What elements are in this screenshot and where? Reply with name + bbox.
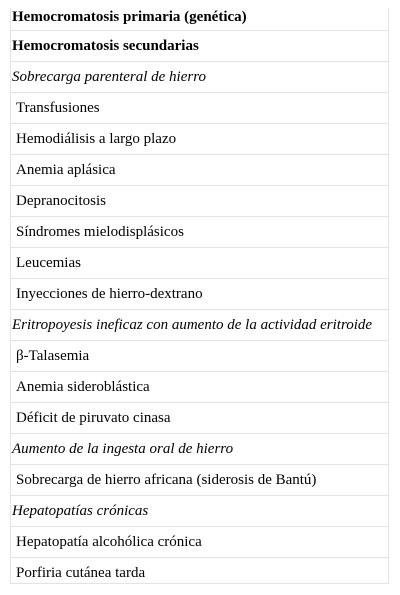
table-row	[11, 433, 388, 464]
table-row	[11, 340, 388, 371]
table-row	[11, 557, 388, 584]
row-text: Eritropoyesis ineficaz con aumento de la actividad eritroide	[12, 317, 373, 333]
table-row	[11, 526, 388, 557]
row-text: Aumento de la ingesta oral de hierro	[12, 441, 234, 457]
table-row	[11, 216, 388, 247]
row-text: Hepatopatía alcohólica crónica	[16, 534, 202, 550]
row-text: Transfusiones	[16, 100, 100, 116]
table-row	[11, 92, 388, 123]
table-row	[11, 123, 388, 154]
table-row	[11, 8, 388, 30]
row-text: Inyecciones de hierro-dextrano	[16, 286, 203, 302]
row-text: β-Talasemia	[16, 348, 90, 364]
table-row	[11, 464, 388, 495]
table-row	[11, 495, 388, 526]
row-text: Sobrecarga parenteral de hierro	[12, 69, 206, 85]
row-text: Sobrecarga de hierro africana (siderosis de Bantú)	[16, 472, 317, 488]
table-row	[11, 309, 388, 340]
causes-table	[10, 8, 389, 584]
table-row	[11, 247, 388, 278]
row-text: Hemocromatosis secundarias	[12, 38, 199, 54]
row-text: Déficit de piruvato cinasa	[16, 410, 171, 426]
row-text: Depranocitosis	[16, 193, 106, 209]
table-row	[11, 61, 388, 92]
table-row	[11, 154, 388, 185]
row-text: Hemocromatosis primaria (genética)	[12, 9, 247, 25]
table-row	[11, 185, 388, 216]
row-text: Anemia aplásica	[16, 162, 116, 178]
row-text: Leucemias	[16, 255, 81, 271]
table-row	[11, 371, 388, 402]
table-row	[11, 402, 388, 433]
row-text: Hepatopatías crónicas	[12, 503, 149, 519]
row-text: Hemodiálisis a largo plazo	[16, 131, 177, 147]
row-text: Anemia sideroblástica	[16, 379, 150, 395]
table-row	[11, 30, 388, 61]
row-text: Porfiria cutánea tarda	[16, 565, 146, 581]
row-text: Síndromes mielodisplásicos	[16, 224, 184, 240]
table-row	[11, 278, 388, 309]
